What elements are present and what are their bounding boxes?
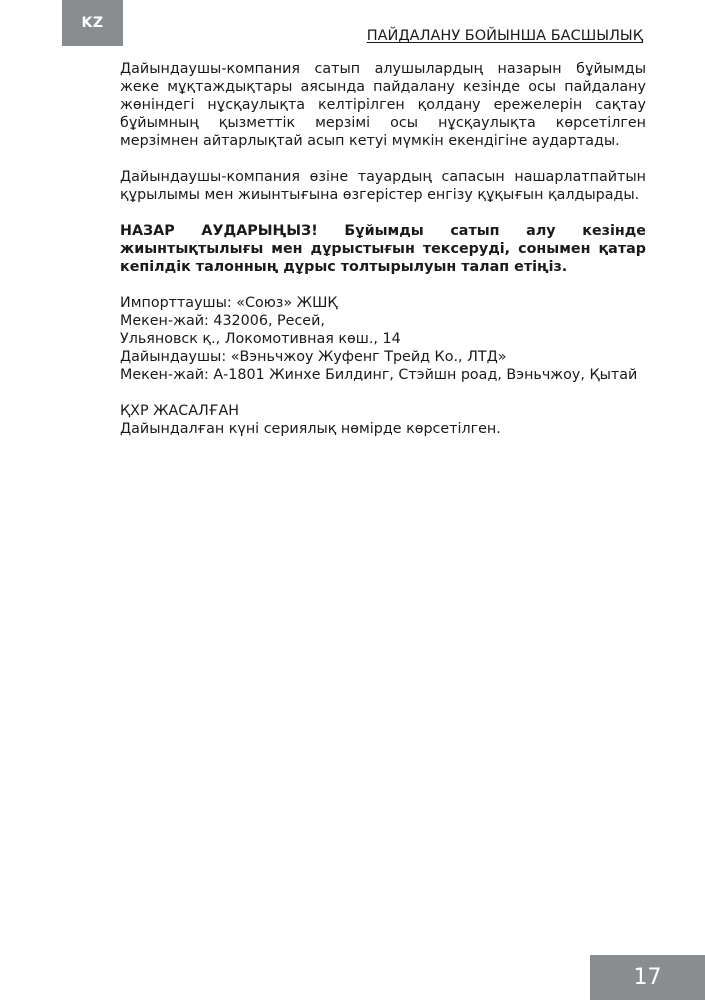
page-header-title: ПАЙДАЛАНУ БОЙЫНША БАСШЫЛЫҚ (366, 28, 643, 44)
importer-address-2: Ульяновск қ., Локомотивная көш., 14 (120, 331, 401, 347)
origin-info (120, 402, 646, 438)
page-number-box (590, 955, 705, 1000)
importer-address-1: Мекен-жай: 432006, Ресей, (120, 313, 325, 329)
importer-name: Импорттаушы: «Союз» ЖШҚ (120, 295, 338, 311)
importer-info (120, 294, 646, 384)
country-of-origin: ҚХР ЖАСАЛҒАН (120, 403, 239, 419)
language-label: KZ (81, 15, 104, 31)
paragraph-manufacturer-rights: Дайындаушы-компания өзіне тауардың сапасын нашарлатпайтын құрылымы мен жиынтығына өзгерістер енгізу құқығын қалдырады. (120, 169, 646, 203)
page-number: 17 (633, 965, 662, 990)
language-tab (62, 0, 123, 46)
manufacturer-address: Мекен-жай: А-1801 Жинхе Билдинг, Стэйшн роад, Вэньчжоу, Қытай (120, 367, 638, 383)
manufacturer-name: Дайындаушы: «Вэньчжоу Жуфенг Трейд Ко., ЛТД» (120, 349, 507, 365)
manufacture-date-note: Дайындалған күні сериялық нөмірде көрсетілген. (120, 421, 501, 437)
paragraph-attention-warning: НАЗАР АУДАРЫҢЫЗ! Бұйымды сатып алу кезінде жиынтықтылығы мен дұрыстығын тексеруді, сонымен қатар кепілдік талонның дұрыс толтырылуын талап етіңіз. (120, 223, 646, 275)
page-content (120, 60, 646, 456)
paragraph-manufacturer-notice: Дайындаушы-компания сатып алушылардың назарын бұйымды жеке мұқтаждықтары аясында пайдалану кезінде осы пайдалану жөніндегі нұсқаулықта келтірілген қолдану ережелерін сақтау бұйымның қызметтік мерзімі осы нұсқаулықта көрсетілген мерзімнен айтарлықтай асып кетуі мүмкін екендігіне аудартады. (120, 61, 646, 149)
